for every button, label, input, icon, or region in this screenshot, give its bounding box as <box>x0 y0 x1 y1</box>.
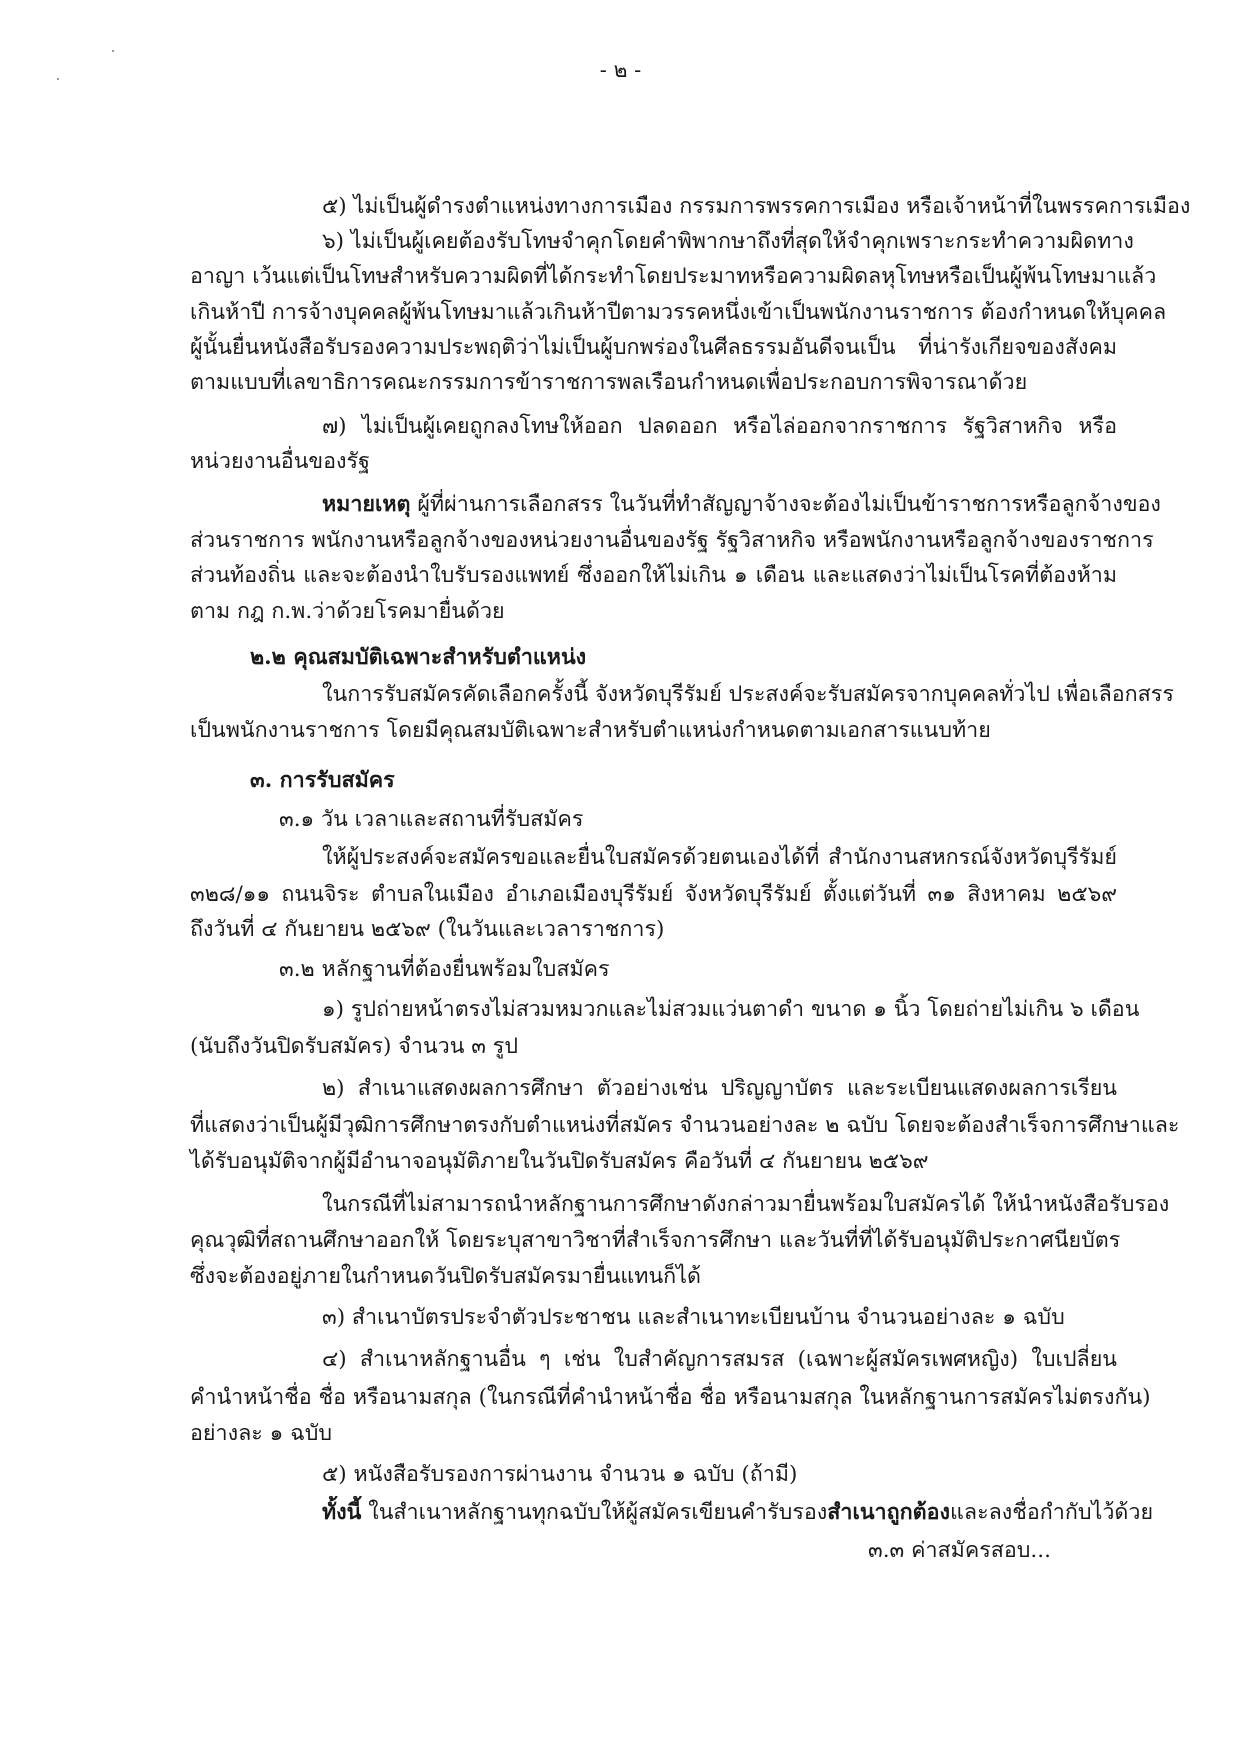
paragraph-line: ได้รับอนุมัติจากผู้มีอำนาจอนุมัติภายในวันปิดรับสมัคร คือวันที่ ๔ กันยายน ๒๕๖๙ <box>190 1149 929 1174</box>
paragraph-line: ให้ผู้ประสงค์จะสมัครขอและยื่นใบสมัครด้วยตนเองได้ที่ สำนักงานสหกรณ์จังหวัดบุรีรัมย์ <box>322 845 1117 870</box>
paragraph-line: คำนำหน้าชื่อ ชื่อ หรือนามสกุล (ในกรณีที่คำนำหน้าชื่อ ชื่อ หรือนามสกุล ในหลักฐานการสมัครไม่ตรงกัน) <box>190 1385 1151 1410</box>
paragraph-line: เกินห้าปี การจ้างบุคคลผู้พ้นโทษมาแล้วเกินห้าปีตามวรรคหนึ่งเข้าเป็นพนักงานราชการ ต้องกำหนดให้บุคคล <box>190 300 1167 325</box>
paragraph-line: ตามแบบที่เลขาธิการคณะกรรมการข้าราชการพลเรือนกำหนดเพื่อประกอบการพิจารณาด้วย <box>190 370 1028 395</box>
page-number: - ๒ - <box>599 58 642 82</box>
document-item-3: ๓) สำเนาบัตรประจำตัวประชาชน และสำเนาทะเบียนบ้าน จำนวนอย่างละ ๑ ฉบับ <box>322 1305 1065 1330</box>
document-item-2: ๒) สำเนาแสดงผลการศึกษา ตัวอย่างเช่น ปริญญาบัตร และระเบียนแสดงผลการเรียน <box>322 1076 1117 1101</box>
document-item-5: ๕) หนังสือรับรองการผ่านงาน จำนวน ๑ ฉบับ (ถ้ามี) <box>322 1462 798 1487</box>
continuation-marker: ๓.๓ ค่าสมัครสอบ... <box>868 1538 1051 1563</box>
document-item-4: ๔) สำเนาหลักฐานอื่น ๆ เช่น ใบสำคัญการสมรส (เฉพาะผู้สมัครเพศหญิง) ใบเปลี่ยน <box>322 1347 1117 1372</box>
paragraph-line: (นับถึงวันปิดรับสมัคร) จำนวน ๓ รูป <box>190 1034 518 1059</box>
paragraph-line: ส่วนท้องถิ่น และจะต้องนำใบรับรองแพทย์ ซึ่งออกให้ไม่เกิน ๑ เดือน และแสดงว่าไม่เป็นโรคที่ต้องห้าม <box>190 563 1117 588</box>
scan-speck <box>112 50 114 52</box>
paragraph-line: เป็นพนักงานราชการ โดยมีคุณสมบัติเฉพาะสำหรับตำแหน่งกำหนดตามเอกสารแนบท้าย <box>190 718 991 743</box>
subsection-heading-3-2: ๓.๒ หลักฐานที่ต้องยื่นพร้อมใบสมัคร <box>279 957 610 982</box>
paragraph-line: ถึงวันที่ ๔ กันยายน ๒๕๖๙ (ในวันและเวลาราชการ) <box>190 917 665 942</box>
paragraph-line: ตาม กฎ ก.พ.ว่าด้วยโรคมายื่นด้วย <box>190 599 505 624</box>
paragraph-line: ๓๒๘/๑๑ ถนนจิระ ตำบลในเมือง อำเภอเมืองบุรีรัมย์ จังหวัดบุรีรัมย์ ตั้งแต่วันที่ ๓๑ สิงหาคม ๒๕๖๙ <box>190 882 1117 907</box>
paragraph-line: ผู้นั้นยื่นหนังสือรับรองความประพฤติว่าไม่เป็นผู้บกพร่องในศีลธรรมอันดีจนเป็น ที่น่ารังเกียจของสังคม <box>190 335 1117 360</box>
paragraph-line: หน่วยงานอื่นของรัฐ <box>190 449 370 474</box>
note-emphasis: สำเนาถูกต้อง <box>827 1500 951 1525</box>
remark-label: หมายเหตุ <box>322 492 411 517</box>
qualification-item-6: ๖) ไม่เป็นผู้เคยต้องรับโทษจำคุกโดยคำพิพากษาถึงที่สุดให้จำคุกเพราะกระทำความผิดทาง <box>322 229 1134 254</box>
paragraph-line: อาญา เว้นแต่เป็นโทษสำหรับความผิดที่ได้กระทำโดยประมาทหรือความผิดลหุโทษหรือเป็นผู้พ้นโทษมาแล้ว <box>190 264 1157 289</box>
paragraph-line: อย่างละ ๑ ฉบับ <box>190 1421 333 1446</box>
note-label: ทั้งนี้ <box>322 1500 362 1525</box>
paragraph-line: ซึ่งจะต้องอยู่ภายในกำหนดวันปิดรับสมัครมายื่นแทนก็ได้ <box>190 1264 701 1289</box>
section-heading-3: ๓. การรับสมัคร <box>250 768 395 793</box>
paragraph-line: ส่วนราชการ พนักงานหรือลูกจ้างของหน่วยงานอื่นของรัฐ รัฐวิสาหกิจ หรือพนักงานหรือลูกจ้างของราชการ <box>190 528 1154 553</box>
certification-note <box>322 1498 1153 1528</box>
note-text-end: และลงชื่อกำกับไว้ด้วย <box>950 1500 1154 1525</box>
qualification-item-5: ๕) ไม่เป็นผู้ดำรงตำแหน่งทางการเมือง กรรมการพรรคการเมือง หรือเจ้าหน้าที่ในพรรคการเมือง <box>322 194 1191 219</box>
qualification-item-7: ๗) ไม่เป็นผู้เคยถูกลงโทษให้ออก ปลดออก หรือไล่ออกจากราชการ รัฐวิสาหกิจ หรือ <box>322 414 1117 439</box>
subsection-heading-3-1: ๓.๑ วัน เวลาและสถานที่รับสมัคร <box>279 807 584 832</box>
paragraph-line: คุณวุฒิที่สถานศึกษาออกให้ โดยระบุสาขาวิชาที่สำเร็จการศึกษา และวันที่ที่ได้รับอนุมัติประกาศนียบัตร <box>190 1228 1121 1253</box>
remark-paragraph <box>322 490 1161 520</box>
document-item-1: ๑) รูปถ่ายหน้าตรงไม่สวมหมวกและไม่สวมแว่นตาดำ ขนาด ๑ นิ้ว โดยถ่ายไม่เกิน ๖ เดือน <box>322 997 1140 1022</box>
section-heading-2-2: ๒.๒ คุณสมบัติเฉพาะสำหรับตำแหน่ง <box>250 645 587 670</box>
paragraph-line: ในการรับสมัครคัดเลือกครั้งนี้ จังหวัดบุรีรัมย์ ประสงค์จะรับสมัครจากบุคคลทั่วไป เพื่อเลือกสรร <box>322 682 1174 707</box>
note-text: ในสำเนาหลักฐานทุกฉบับให้ผู้สมัครเขียนคำรับรอง <box>361 1500 828 1525</box>
paragraph-line: ในกรณีที่ไม่สามารถนำหลักฐานการศึกษาดังกล่าวมายื่นพร้อมใบสมัครได้ ให้นำหนังสือรับรอง <box>322 1192 1170 1217</box>
remark-text: ผู้ที่ผ่านการเลือกสรร ในวันที่ทำสัญญาจ้างจะต้องไม่เป็นข้าราชการหรือลูกจ้างของ <box>410 492 1161 517</box>
paragraph-line: ที่แสดงว่าเป็นผู้มีวุฒิการศึกษาตรงกับตำแหน่งที่สมัคร จำนวนอย่างละ ๒ ฉบับ โดยจะต้องสำเร็จการศึกษาและ <box>190 1113 1180 1138</box>
